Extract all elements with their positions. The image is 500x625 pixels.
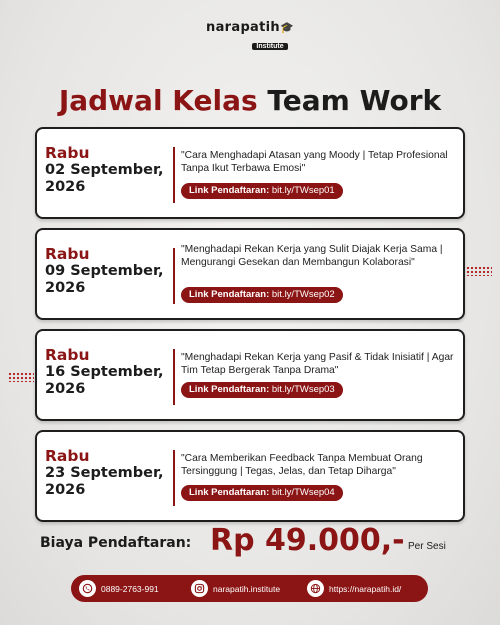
session-year: 2026 xyxy=(45,381,86,397)
registration-link[interactable] xyxy=(181,485,343,501)
session-card xyxy=(35,430,465,522)
session-date-line: 23 September, xyxy=(45,465,164,481)
link-label: Link Pendaftaran: xyxy=(189,384,270,395)
session-year: 2026 xyxy=(45,179,86,195)
instagram-handle: narapatih.institute xyxy=(213,583,281,594)
session-card xyxy=(35,329,465,421)
link-url: bit.ly/TWsep01 xyxy=(271,185,335,196)
session-day: Rabu xyxy=(45,245,90,263)
session-date-line: 16 September, xyxy=(45,364,164,380)
session-card xyxy=(35,127,465,219)
divider xyxy=(173,450,175,506)
session-topic: "Cara Memberikan Feedback Tanpa Membuat Orang Tersinggung | Tegas, Jelas, dan Tetap Diharga" xyxy=(181,453,423,477)
session-day: Rabu xyxy=(45,346,90,364)
graduation-cap-icon: 🎓 xyxy=(279,21,294,34)
session-date xyxy=(45,448,173,499)
price-label: Biaya Pendaftaran: xyxy=(40,535,192,551)
session-date xyxy=(45,145,173,196)
page-title xyxy=(0,84,500,117)
divider xyxy=(173,248,175,304)
phone-number: 0889-2763-991 xyxy=(101,583,159,594)
session-topic: "Menghadapi Rekan Kerja yang Sulit Diajak Kerja Sama | Mengurangi Gesekan dan Membangun Kolaborasi" xyxy=(181,244,443,268)
session-topic: "Menghadapi Rekan Kerja yang Pasif & Tidak Inisiatif | Agar Tim Tetap Bergerak Tanpa Drama" xyxy=(181,352,454,376)
decorative-dots xyxy=(8,372,34,382)
contact-website[interactable] xyxy=(307,580,401,597)
logo-name: narapatih xyxy=(206,20,280,35)
registration-link[interactable] xyxy=(181,382,343,398)
link-label: Link Pendaftaran: xyxy=(189,289,270,300)
session-topic: "Cara Menghadapi Atasan yang Moody | Tetap Profesional Tanpa Ikut Terbawa Emosi" xyxy=(181,150,448,174)
decorative-dots xyxy=(466,266,492,276)
session-date-line: 09 September, xyxy=(45,263,164,279)
price-row xyxy=(0,523,500,563)
link-url: bit.ly/TWsep04 xyxy=(271,487,335,498)
link-url: bit.ly/TWsep02 xyxy=(271,289,335,300)
title-part-1: Jadwal Kelas xyxy=(58,84,258,117)
session-year: 2026 xyxy=(45,482,86,498)
link-label: Link Pendaftaran: xyxy=(189,487,270,498)
website-url: https://narapatih.id/ xyxy=(329,583,402,594)
contact-instagram[interactable] xyxy=(191,580,280,597)
globe-icon xyxy=(307,580,324,597)
session-date xyxy=(45,246,173,297)
title-part-2: Team Work xyxy=(267,84,442,117)
price-value: Rp 49.000,- xyxy=(210,523,405,558)
registration-link[interactable] xyxy=(181,287,343,303)
link-url: bit.ly/TWsep03 xyxy=(271,384,335,395)
session-date-line: 02 September, xyxy=(45,162,164,178)
session-day: Rabu xyxy=(45,447,90,465)
session-day: Rabu xyxy=(45,144,90,162)
contact-footer xyxy=(71,575,428,602)
link-label: Link Pendaftaran: xyxy=(189,185,270,196)
session-card xyxy=(35,228,465,320)
brand-logo xyxy=(0,20,500,53)
divider xyxy=(173,147,175,203)
contact-phone[interactable] xyxy=(79,580,159,597)
registration-link[interactable] xyxy=(181,183,343,199)
session-date xyxy=(45,347,173,398)
instagram-icon xyxy=(191,580,208,597)
session-year: 2026 xyxy=(45,280,86,296)
whatsapp-icon xyxy=(79,580,96,597)
logo-subtitle: Institute xyxy=(252,43,287,50)
divider xyxy=(173,349,175,405)
price-unit: Per Sesi xyxy=(408,541,446,552)
